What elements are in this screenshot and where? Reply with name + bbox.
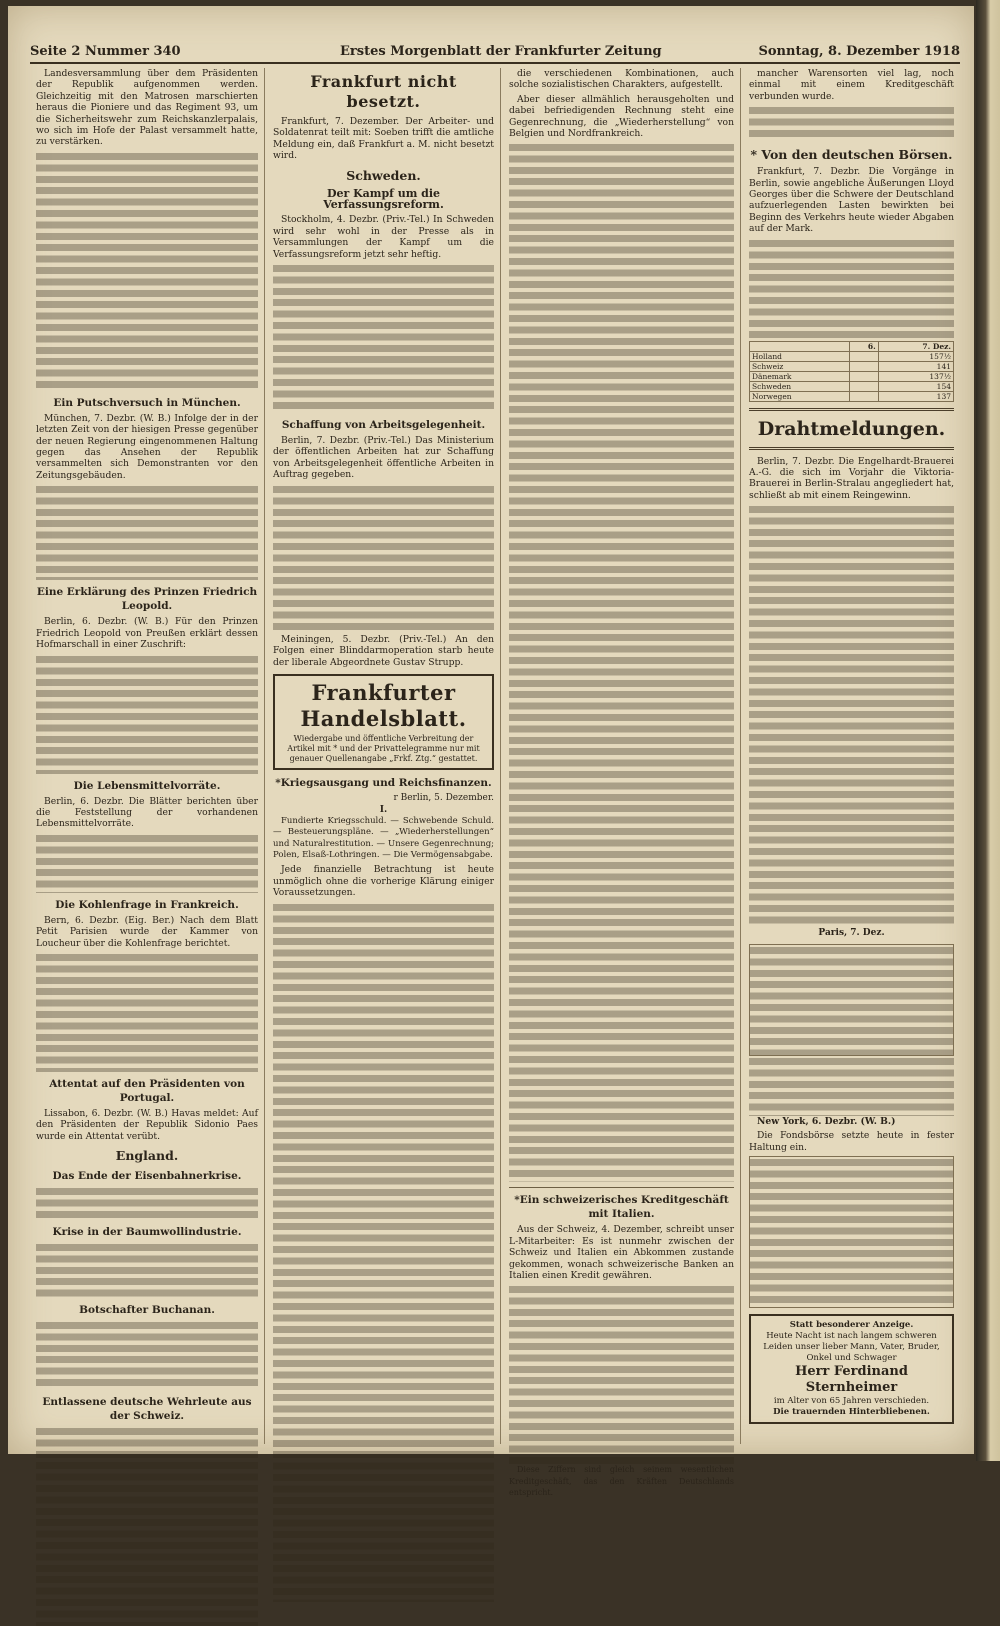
notice-text: Heute Nacht ist nach langem schweren Leiden unser lieber Mann, Vater, Bruder, Onkel und Schwager xyxy=(763,1330,940,1363)
table-row xyxy=(750,361,954,371)
article-heading: Eine Erklärung des Prinzen Friedrich Leopold. xyxy=(36,586,258,613)
article-text: die verschiedenen Kombinationen, auch solche sozialistischen Charakters, aufgestellt. xyxy=(509,68,734,91)
table-cell xyxy=(849,371,878,381)
divider xyxy=(749,447,954,450)
text-block xyxy=(36,1426,258,1626)
market-table xyxy=(749,944,954,1056)
article-heading: Ein Putschversuch in München. xyxy=(53,396,241,409)
table-row xyxy=(750,351,954,361)
death-notice xyxy=(749,1314,954,1424)
text-block xyxy=(749,238,954,338)
article-heading: Schaffung von Arbeitsgelegenheit. xyxy=(281,419,486,432)
article-heading: *Ein schweizerisches Kreditgeschäft mit Italien. xyxy=(514,1194,729,1221)
text-block xyxy=(36,654,258,774)
column-2 xyxy=(267,68,501,1444)
article-text: Die Fondsbörse setzte heute in fester Haltung ein. xyxy=(749,1130,954,1153)
article-text: New York, 6. Dezbr. (W. B.) xyxy=(757,1115,896,1127)
table-cell: 137½ xyxy=(878,371,953,381)
article-summary: Fundierte Kriegsschuld. — Schwebende Schuld. — Besteuerungspläne. — „Wiederherstellungen“ und Naturalrestitution. — Unsere Gegenrechnung; Polen, Elsaß-Lothringen. — Die Vermögensabgabe. xyxy=(273,815,494,860)
newspaper-title: Erstes Morgenblatt der Frankfurter Zeitung xyxy=(340,44,662,59)
table-row xyxy=(750,381,954,391)
divider xyxy=(509,1187,734,1188)
article-heading: Das Ende der Eisenbahnerkrise. xyxy=(52,1170,242,1183)
divider xyxy=(749,408,954,411)
article-text: Frankfurt, 7. Dezbr. Die Vorgänge in Berlin, sowie angebliche Äußerungen Lloyd Georges über die Schwere der Deutschland aufzuerlegenden Lasten bewirkten bei Beginn des Verkehrs heute wieder Abgaben auf der Mark. xyxy=(749,166,954,235)
article-heading: Botschafter Buchanan. xyxy=(79,1304,215,1317)
section-note: Wiedergabe und öffentliche Verbreitung der Artikel mit * und der Privattelegramme nur mit genauer Quellenangabe „Frkf. Ztg.“ gestattet. xyxy=(287,733,480,763)
text-block xyxy=(36,1320,258,1390)
article-heading: Attentat auf den Präsidenten von Portugal. xyxy=(49,1077,245,1104)
table-cell: 157½ xyxy=(878,351,953,361)
notice-age: im Alter von 65 Jahren verschieden. xyxy=(773,1395,930,1406)
table-cell: Holland xyxy=(750,351,850,361)
table-cell: Schweden xyxy=(750,381,850,391)
notice-name: Herr Ferdinand Sternheimer xyxy=(795,1363,908,1395)
table-cell xyxy=(849,361,878,371)
article-text: Frankfurt, 7. Dezember. Der Arbeiter- und Soldatenrat teilt mit: Soeben trifft die amtliche Meldung ein, daß Frankfurt a. M. nicht besetzt wird. xyxy=(273,116,494,162)
table-row xyxy=(750,371,954,381)
table-cell: Dänemark xyxy=(750,371,850,381)
text-block xyxy=(749,504,954,924)
text-block xyxy=(36,1242,258,1298)
table-cell: 141 xyxy=(878,361,953,371)
column-1 xyxy=(30,68,265,1444)
article-text: Lissabon, 6. Dezbr. (W. B.) Havas meldet: Auf den Präsidenten der Republik Sidonio Paes wurde ein Attentat verübt. xyxy=(36,1107,258,1142)
table-cell: Norwegen xyxy=(750,391,850,401)
table-header: 7. Dez. xyxy=(878,341,953,351)
article-text: Berlin, 7. Dezbr. Die Engelhardt-Brauerei A.-G. die sich im Vorjahr die Viktoria-Brauerei in Berlin-Stralau angegliedert hat, schließt ab mit einem Reingewinn. xyxy=(749,455,954,501)
article-subheading: Der Kampf um die Verfassungsreform. xyxy=(323,186,444,212)
column-3 xyxy=(503,68,741,1498)
issue-date: Sonntag, 8. Dezember 1918 xyxy=(758,44,960,59)
market-heading: Paris, 7. Dez. xyxy=(818,928,885,939)
section-heading: * Von den deutschen Börsen. xyxy=(750,147,953,163)
table-header: 6. xyxy=(849,341,878,351)
dateline: r Berlin, 5. Dezember. xyxy=(393,792,494,803)
text-block xyxy=(36,151,258,391)
part-number: I. xyxy=(379,804,388,816)
article-text: Aber dieser allmählich herausgeholten und dabei befriedigenden Rechnung steht eine Gegenrechnung, die „Wiederherstellung“ von Belgien und Nordfrankreich. xyxy=(509,93,734,140)
column-4 xyxy=(743,68,960,1444)
text-block xyxy=(36,484,258,580)
article-text: Berlin, 6. Dezbr. (W. B.) Für den Prinzen Friedrich Leopold von Preußen erklärt dessen Hofmarschall in einer Zuschrift: xyxy=(36,616,258,651)
article-text: mancher Warensorten viel lag, noch einmal mit einem Kreditgeschäft verbunden wurde. xyxy=(749,68,954,102)
table-header xyxy=(750,341,850,351)
article-text: Meiningen, 5. Dezbr. (Priv.-Tel.) An den Folgen einer Blinddarmoperation starb heute der liberale Abgeordnete Gustav Strupp. xyxy=(273,633,494,668)
section-title: Frankfurter Handelsblatt. xyxy=(300,679,467,731)
masthead xyxy=(30,42,960,64)
page-number: Seite 2 Nummer 340 xyxy=(30,44,181,59)
table-cell xyxy=(849,381,878,391)
article-text: Landesversammlung über dem Präsidenten der Republik aufgenommen werden. Gleichzeitig mit den Matrosen marschierten heraus die Pioniere und das Regiment 93, um die Sicherheitswehr zum Reichskanzlerpalais, wo sich im Hofe der Palast versammelt hatte, zu verstärken. xyxy=(36,68,258,148)
text-block xyxy=(749,1056,954,1116)
table-cell xyxy=(849,351,878,361)
article-heading: *Kriegsausgang und Reichsfinanzen. xyxy=(275,776,492,789)
market-table xyxy=(749,1156,954,1308)
article-text: München, 7. Dezbr. (W. B.) Infolge der in der letzten Zeit von der hiesigen Presse gegenüber der neuen Regierung eingenommenen Haltung gegen das Ansehen der Republik versammelten sich Demonstranten vor den Zeitungsgebäuden. xyxy=(36,412,258,481)
article-text: Jede finanzielle Betrachtung ist heute unmöglich ohne die vorherige Klärung einiger Voraussetzungen. xyxy=(273,864,494,899)
notice-header: Statt besonderer Anzeige. xyxy=(789,1319,914,1330)
text-block xyxy=(36,952,258,1072)
exchange-rate-table xyxy=(749,341,954,402)
section-banner xyxy=(273,674,494,770)
article-heading: Die Kohlenfrage in Frankreich. xyxy=(55,898,239,911)
article-heading: Frankfurt nicht besetzt. xyxy=(310,72,457,111)
article-text: Stockholm, 4. Dezbr. (Priv.-Tel.) In Schweden wird sehr wohl in der Presse als in Versammlungen der Kampf um die Verfassungsreform jetzt sehr heftig. xyxy=(273,214,494,260)
table-cell: Schweiz xyxy=(750,361,850,371)
text-block xyxy=(273,484,494,634)
text-block xyxy=(749,105,954,141)
text-block xyxy=(509,142,734,1182)
article-text: Bern, 6. Dezbr. (Eig. Ber.) Nach dem Blatt Petit Parisien wurde der Kammer von Loucheur über die Kohlenfrage berichtet. xyxy=(36,914,258,949)
text-block xyxy=(273,902,494,1602)
notice-signature: Die trauernden Hinterbliebenen. xyxy=(773,1406,930,1417)
text-block xyxy=(36,833,258,893)
section-heading: Drahtmeldungen. xyxy=(757,417,946,440)
article-text: Berlin, 7. Dezbr. (Priv.-Tel.) Das Ministerium der öffentlichen Arbeiten hat zur Schaffung von Arbeitsgelegenheit öffentliche Arbeiten in Auftrag gegeben. xyxy=(273,435,494,481)
text-block xyxy=(36,1186,258,1220)
page-edge xyxy=(976,0,1000,1461)
footnote: Diese Ziffern sind gleich seinem wesentlichen Kreditgeschäft, das den Kräften Deutschlands entspricht. xyxy=(509,1465,734,1498)
text-block xyxy=(509,1284,734,1464)
article-text: Aus der Schweiz, 4. Dezember, schreibt unser L-Mitarbeiter: Es ist nunmehr zwischen der Schweiz und Italien ein Abkommen zustande gekommen, wonach schweizerische Banken an Italien einen Kredit gewähren. xyxy=(509,1224,734,1282)
article-heading: Die Lebensmittelvorräte. xyxy=(73,779,221,792)
text-block xyxy=(273,263,494,413)
article-text: Berlin, 6. Dezbr. Die Blätter berichten über die Feststellung der vorhandenen Lebensmittelvorräte. xyxy=(36,795,258,830)
table-cell xyxy=(849,391,878,401)
table-cell: 137 xyxy=(878,391,953,401)
article-heading: Entlassene deutsche Wehrleute aus der Schweiz. xyxy=(42,1396,252,1423)
newspaper-page xyxy=(8,6,974,1498)
table-header-row xyxy=(750,341,954,351)
section-heading: England. xyxy=(115,1148,179,1164)
article-heading: Krise in der Baumwollindustrie. xyxy=(52,1226,242,1239)
section-heading: Schweden. xyxy=(346,167,421,183)
table-row xyxy=(750,391,954,401)
table-cell: 154 xyxy=(878,381,953,391)
